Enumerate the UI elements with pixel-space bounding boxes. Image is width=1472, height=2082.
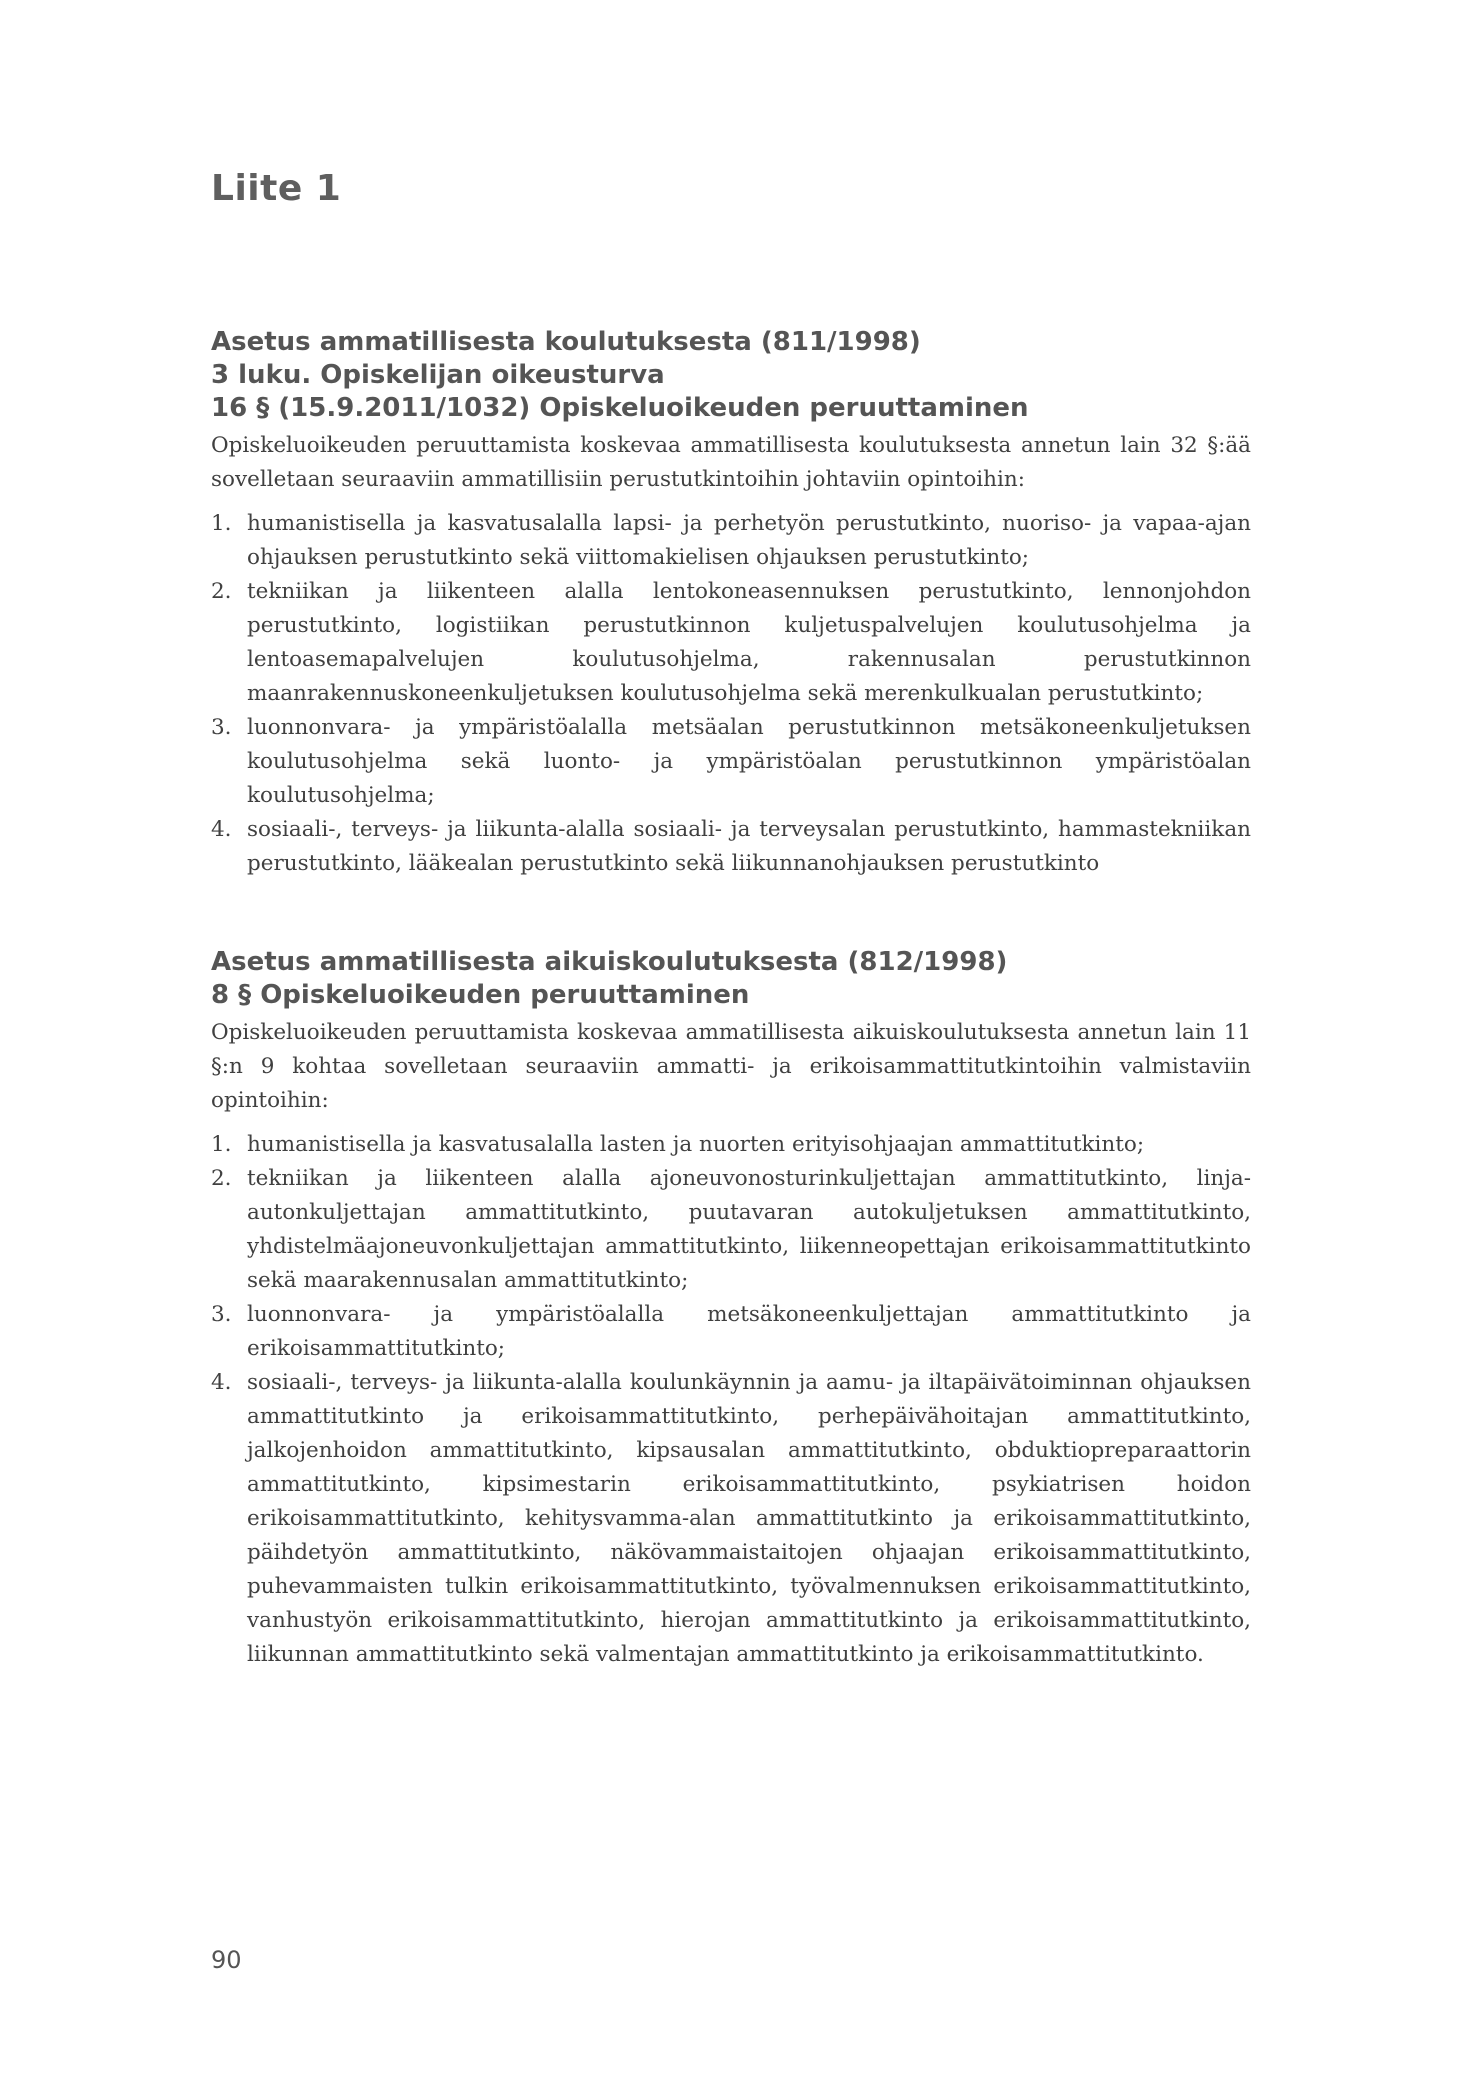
list-item-text: sosiaali-, terveys- ja liikunta-alalla koulunkäynnin ja aamu- ja iltapäivätoiminnan ohjauksen ammattitutkinto ja erikoisammattitutkinto, perhepäivähoitajan ammattitutkinto, jalkojenhoidon ammattitutkinto, kipsausalan ammattitutkinto, obduktiopreparaattorin ammattitutkinto, kipsimestarin erikoisammattitutkinto, psykiatrisen hoidon erikoisammattitutkinto, kehitysvamma-alan ammattitutkinto ja erikoisammattitutkinto, päihdetyön ammattitutkinto, näkövammaistaitojen ohjaajan erikoisammattitutkinto, puhevammaisten tulkin erikoisammattitutkinto, työvalmennuksen erikoisammattitutkinto, vanhustyön erikoisammattitutkinto, hierojan ammattitutkinto ja erikoisammattitutkinto, liikunnan ammattitutkinto sekä valmentajan ammattitutkinto ja erikoisammattitutkinto. (247, 1370, 1251, 1667)
list-item (211, 575, 1251, 711)
qualification-list (211, 1128, 1251, 1672)
list-item-number: 4. (211, 817, 232, 842)
list-item (211, 507, 1251, 575)
list-item-number: 2. (211, 579, 232, 604)
list-item-text: humanistisella ja kasvatusalalla lasten ja nuorten erityisohjaajan ammattitutkinto; (247, 1132, 1145, 1157)
section-heading-line: 8 § Opiskeluoikeuden peruuttaminen (211, 980, 750, 1010)
section-intro-paragraph: Opiskeluoikeuden peruuttamista koskevaa ammatillisesta aikuiskoulutuksesta annetun lain 11 §:n 9 kohtaa sovelletaan seuraaviin ammatti- ja erikoisammattitutkintoihin valmistaviin opintoihin: (211, 1020, 1251, 1113)
list-item-text: humanistisella ja kasvatusalalla lapsi- ja perhetyön perustutkinto, nuoriso- ja vapaa-ajan ohjauksen perustutkinto sekä viittomakielisen ohjauksen perustutkinto; (247, 511, 1251, 570)
section-heading-line: Asetus ammatillisesta koulutuksesta (811/1998) (211, 327, 921, 357)
list-item-text: luonnonvara- ja ympäristöalalla metsäalan perustutkinnon metsäkoneenkuljetuksen koulutusohjelma sekä luonto- ja ympäristöalan perustutkinnon ympäristöalan koulutusohjelma; (247, 715, 1251, 808)
section-heading-line: Asetus ammatillisesta aikuiskoulutuksesta (812/1998) (211, 947, 1008, 977)
list-item (211, 1298, 1251, 1366)
appendix-title: Liite 1 (211, 168, 342, 209)
section-intro-paragraph: Opiskeluoikeuden peruuttamista koskevaa ammatillisesta koulutuksesta annetun lain 32 §:ää sovelletaan seuraaviin ammatillisiin perustutkintoihin johtaviin opintoihin: (211, 433, 1251, 492)
list-item (211, 813, 1251, 881)
list-item (211, 1128, 1251, 1162)
list-item-number: 3. (211, 715, 232, 740)
list-item (211, 711, 1251, 813)
section-decree-812-1998 (211, 946, 1251, 1672)
section-heading-line: 3 luku. Opiskelijan oikeusturva (211, 360, 665, 390)
page-number: 90 (211, 1946, 242, 1974)
section-heading-line: 16 § (15.9.2011/1032) Opiskeluoikeuden peruuttaminen (211, 393, 1029, 423)
list-item-text: tekniikan ja liikenteen alalla lentokoneasennuksen perustutkinto, lennonjohdon perustutkinto, logistiikan perustutkinnon kuljetuspalvelujen koulutusohjelma ja lentoasemapalvelujen koulutusohjelma, rakennusalan perustutkinnon maanrakennuskoneenkuljetuksen koulutusohjelma sekä merenkulkualan perustutkinto; (247, 579, 1251, 706)
section-decree-811-1998 (211, 326, 1251, 881)
list-item (211, 1366, 1251, 1672)
list-item-number: 4. (211, 1370, 232, 1395)
list-item-text: luonnonvara- ja ympäristöalalla metsäkoneenkuljettajan ammattitutkinto ja erikoisammattitutkinto; (247, 1302, 1251, 1361)
list-item-text: tekniikan ja liikenteen alalla ajoneuvonosturinkuljettajan ammattitutkinto, linja-autonkuljettajan ammattitutkinto, puutavaran autokuljetuksen ammattitutkinto, yhdistelmäajoneuvonkuljettajan ammattitutkinto, liikenneopettajan erikoisammattitutkinto sekä maarakennusalan ammattitutkinto; (247, 1166, 1251, 1293)
list-item-text: sosiaali-, terveys- ja liikunta-alalla sosiaali- ja terveysalan perustutkinto, hammastekniikan perustutkinto, lääkealan perustutkinto sekä liikunnanohjauksen perustutkinto (247, 817, 1251, 876)
list-item (211, 1162, 1251, 1298)
qualification-list (211, 507, 1251, 881)
list-item-number: 1. (211, 511, 232, 536)
list-item-number: 3. (211, 1302, 232, 1327)
list-item-number: 1. (211, 1132, 232, 1157)
list-item-number: 2. (211, 1166, 232, 1191)
